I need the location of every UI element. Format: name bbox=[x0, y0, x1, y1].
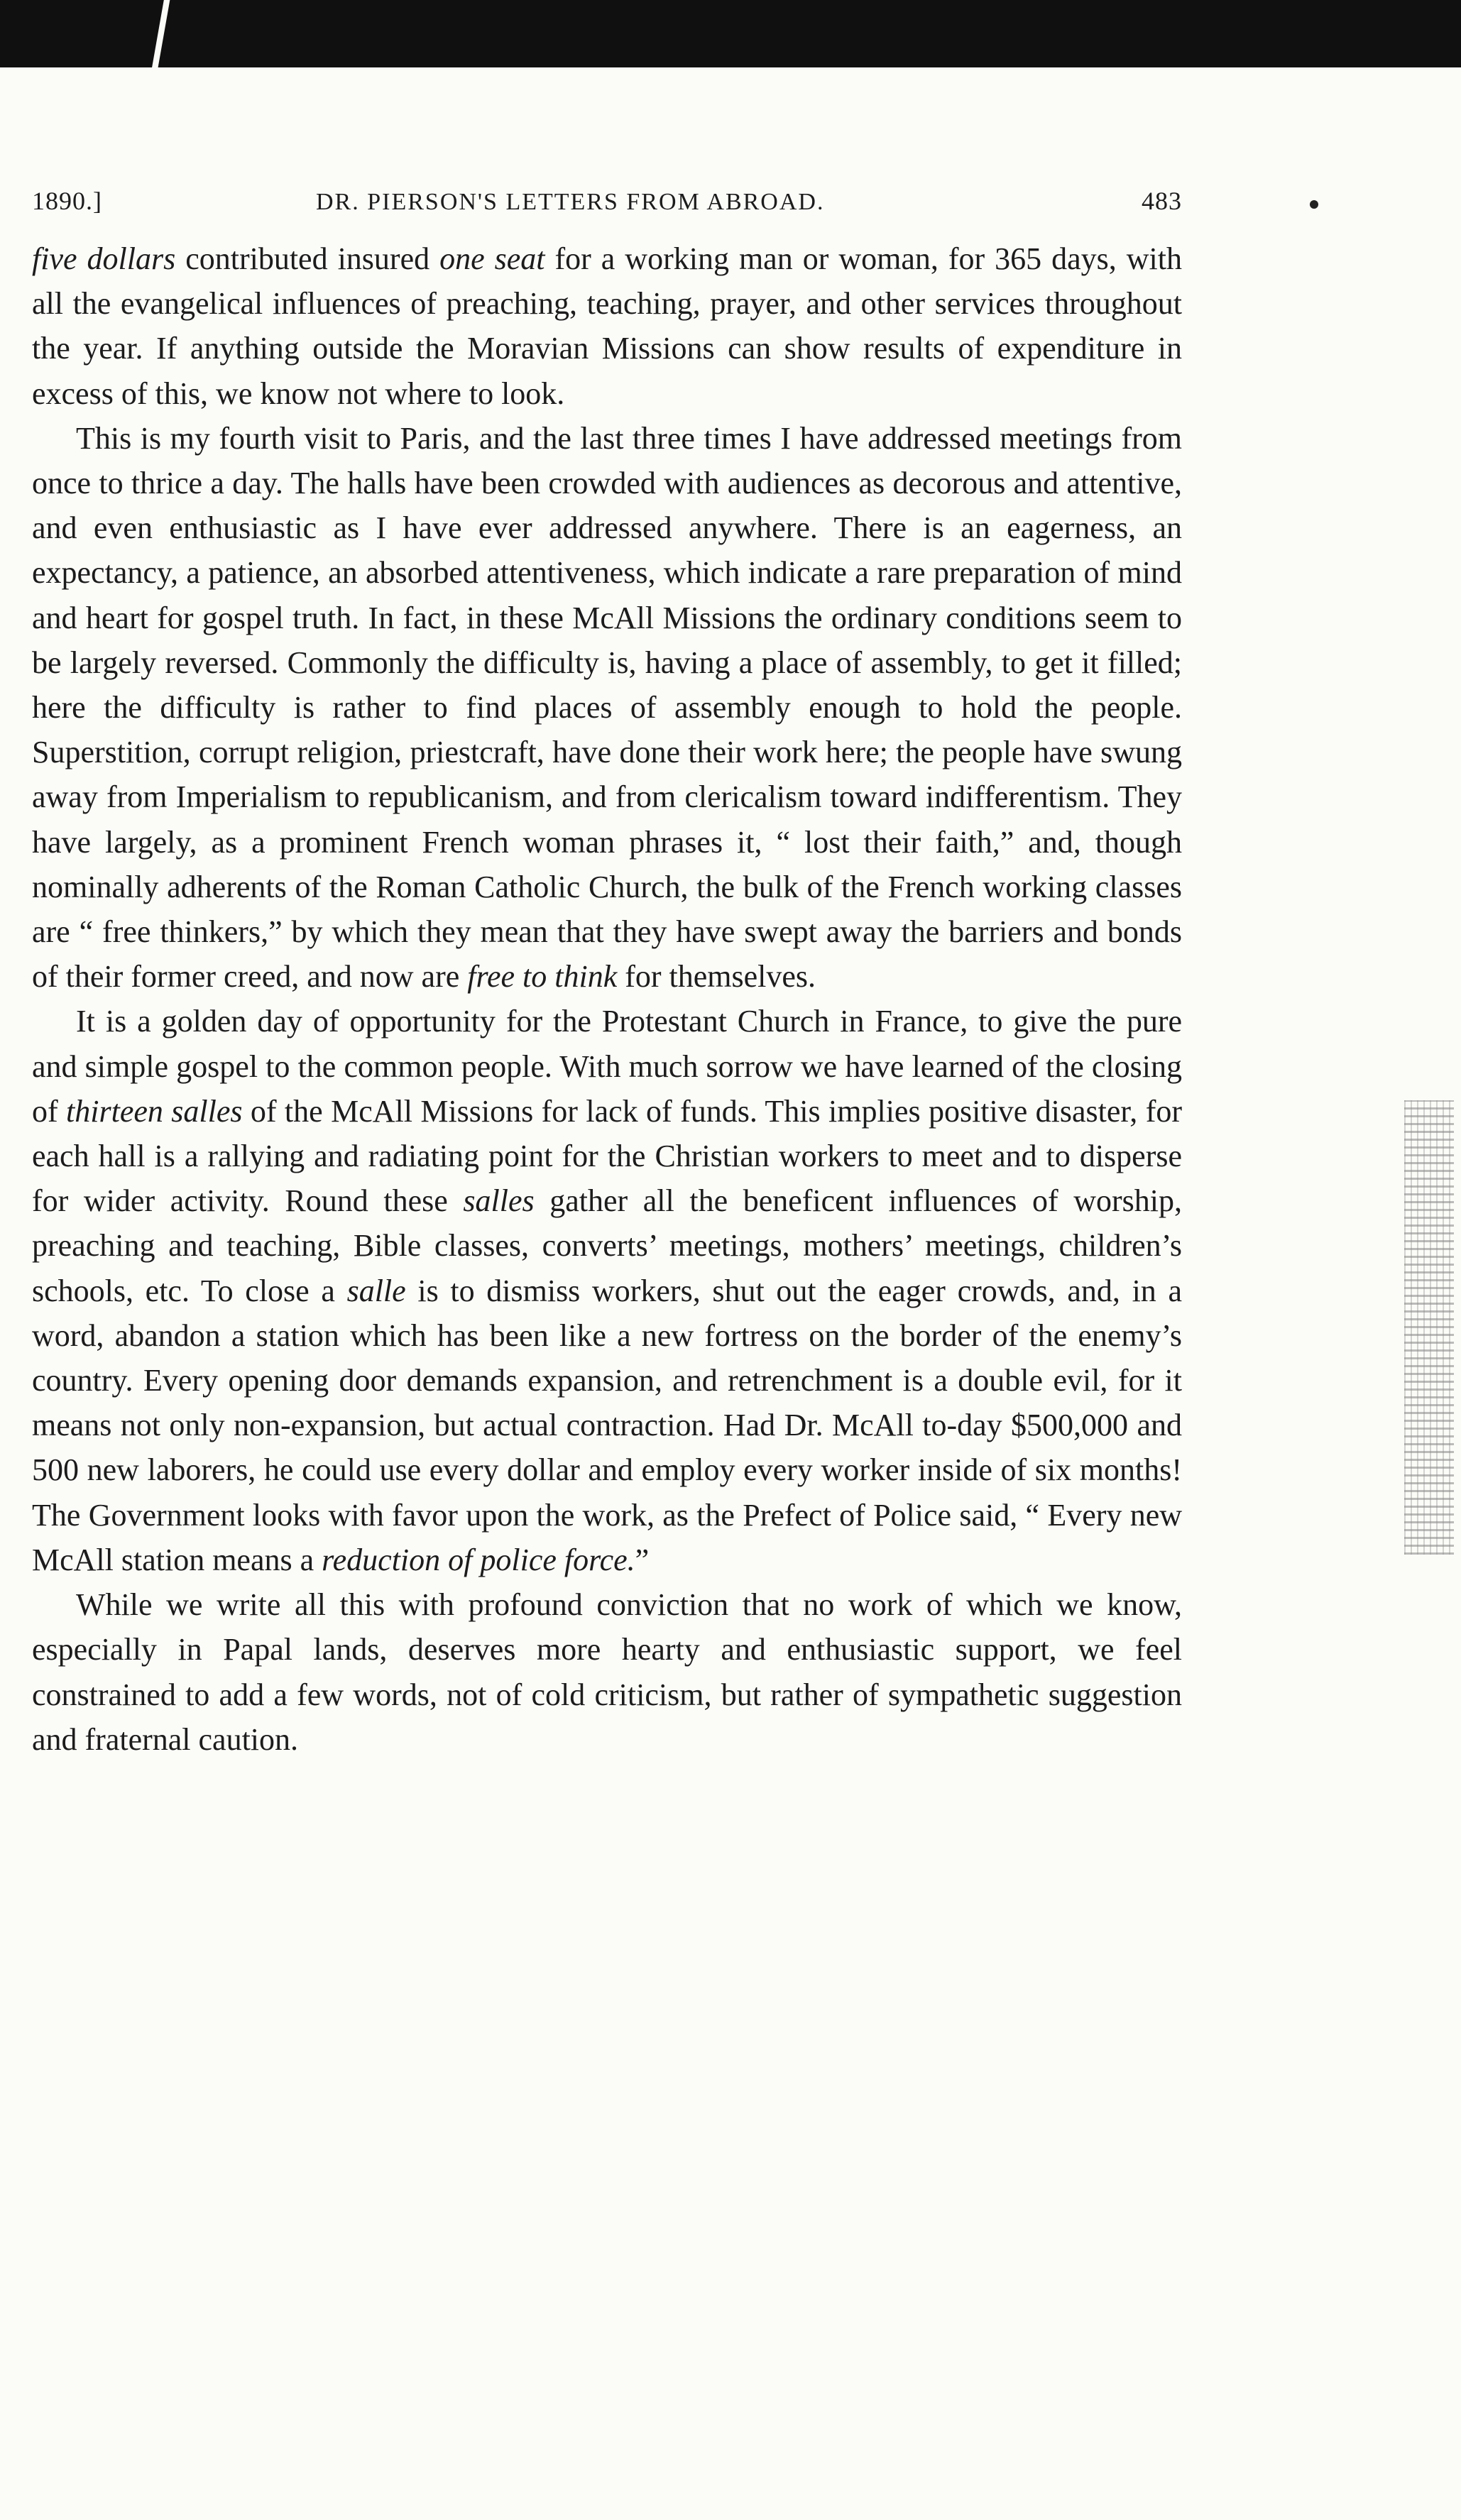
running-head-year: 1890.] bbox=[32, 187, 102, 215]
page-number: 483 bbox=[1142, 187, 1182, 215]
running-head bbox=[32, 186, 1182, 229]
text-run: salle bbox=[346, 1273, 406, 1308]
scan-edge-noise bbox=[1404, 1100, 1454, 1555]
running-head-title: DR. PIERSON'S LETTERS FROM ABROAD. bbox=[316, 189, 825, 215]
text-run: thirteen salles bbox=[66, 1093, 243, 1129]
text-run: ” bbox=[635, 1542, 650, 1577]
scan-border-notch bbox=[146, 0, 174, 67]
text-run: reduction of police force. bbox=[322, 1542, 635, 1577]
text-run: for a working man or woman, for 365 days, with all the evangelical influences of preaching, teaching, prayer, and other services throughout the year. If anything outside the Moravian Missions can show results of expenditure in excess of this, we know not where to look. bbox=[32, 241, 1183, 411]
text-run: This is my fourth visit to Paris, and the last three times I have addressed meetings from once to thrice a day. The halls have been crowded with audiences as decorous and attentive, and even enthusiastic as I have ever addressed anywhere. There is an eagerness, an expectancy, a patience, an absorbed attentiveness, which indicate a rare preparation of mind and heart for gospel truth. In fact, in these McAll Missions the ordinary conditions seem to be largely reversed. Commonly the difficulty is, having a place of assembly, to get it filled; here the difficulty is rather to find places of assembly enough to hold the people. Superstition, corrupt religion, priestcraft, have done their work here; the people have swung away from Imperialism to republicanism, and from clericalism toward indifferentism. They have largely, as a prominent French woman phrases it, “ lost their faith,” and, though nominally adherents of the Roman Catholic Church, the bulk of the French working classes are “ free thinkers,” by which they mean that they have swept away the barriers and bonds of their former creed, and now are bbox=[32, 420, 1182, 995]
text-run: for themselves. bbox=[617, 959, 816, 995]
paragraph bbox=[32, 416, 1182, 999]
text-run: five dollars bbox=[32, 241, 176, 276]
paragraph bbox=[32, 999, 1182, 1582]
text-run: It is a golden day of opportunity for the Protestant Church in France, to give the pure and simple gospel to the common people. With much sorrow we have learned of the closing of bbox=[32, 1004, 1182, 1129]
text-run: one seat bbox=[439, 241, 545, 276]
scan-top-border bbox=[0, 0, 1461, 67]
text-run: gather all the beneficent influences of worship, preaching and teaching, Bible classes, converts’ meetings, mothers’ meetings, children’s schools, etc. To close a bbox=[32, 1183, 1182, 1308]
paragraph bbox=[32, 236, 1182, 416]
article-body bbox=[32, 236, 1182, 1762]
margin-dot bbox=[1310, 200, 1318, 209]
paragraph bbox=[32, 1582, 1182, 1762]
text-run: While we write all this with profound conviction that no work of which we know, especially in Papal lands, deserves more hearty and enthusiastic support, we feel constrained to add a few words, not of cold criticism, but rather of sympathetic suggestion and fraternal caution. bbox=[32, 1587, 1182, 1757]
text-run: salles bbox=[463, 1183, 535, 1219]
text-run: of the McAll Missions for lack of funds. This implies positive disaster, for each hall is a rallying and radiating point for the Christian workers to meet and to disperse for wider activity. Round these bbox=[32, 1093, 1182, 1219]
text-run: is to dismiss workers, shut out the eager crowds, and, in a word, abandon a station which has been like a new fortress on the border of the enemy’s country. Every opening door demands expansion, and retrenchment is a double evil, for it means not only non-expansion, but actual contraction. Had Dr. McAll to-day $500,000 and 500 new laborers, he could use every dollar and employ every worker inside of six months! The Government looks with favor upon the work, as the Prefect of Police said, “ Every new McAll station means a bbox=[32, 1273, 1182, 1577]
text-run: contributed insured bbox=[175, 241, 440, 276]
text-run: free to think bbox=[467, 959, 618, 995]
